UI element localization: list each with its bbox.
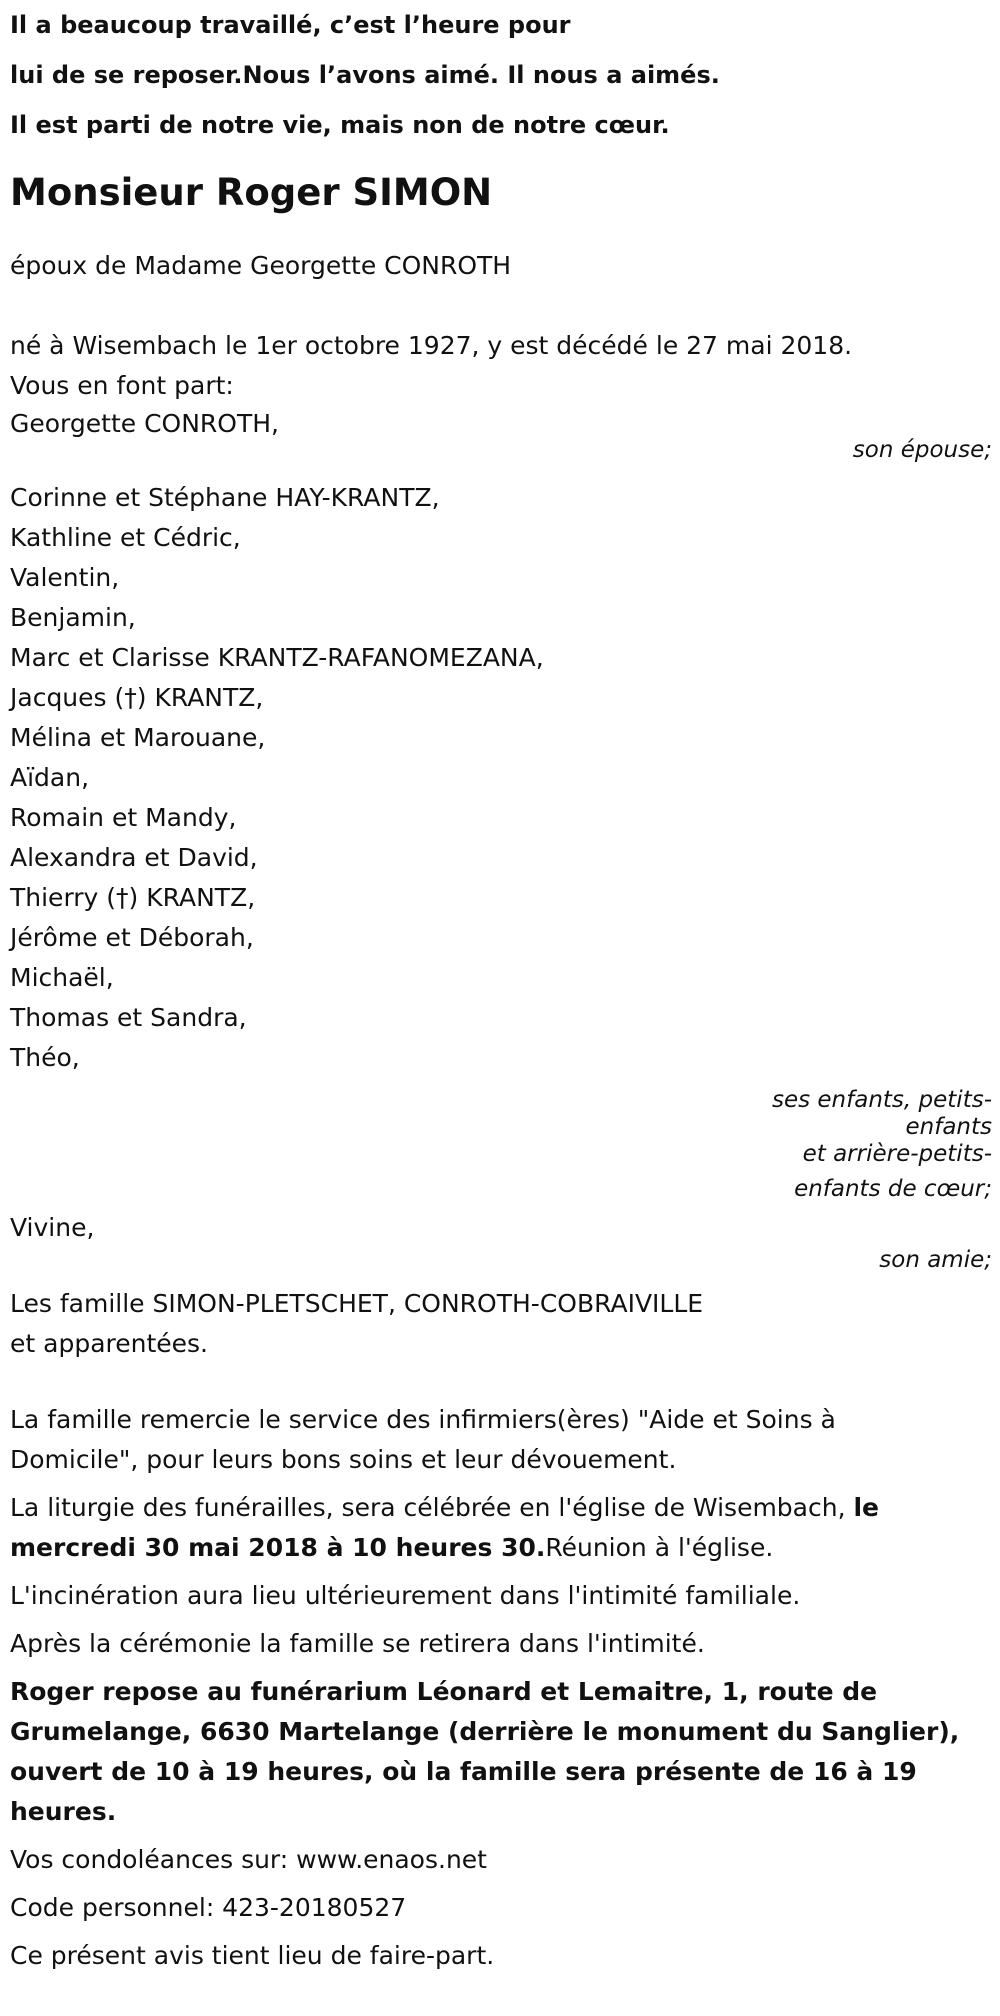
children-role-line: ses enfants, petits- xyxy=(771,1087,992,1113)
incineration-line: L'incinération aura lieu ultérieurement dans l'intimité familiale. xyxy=(10,1581,801,1610)
notice-line: Ce présent avis tient lieu de faire-part. xyxy=(10,1941,495,1970)
families-line: Les famille SIMON-PLETSCHET, CONROTH-COBRAIVILLE xyxy=(10,1289,704,1318)
deceased-name: Monsieur Roger SIMON xyxy=(10,171,493,214)
list-item: Jérôme et Déborah, xyxy=(10,923,254,952)
list-item: Thierry (†) KRANTZ, xyxy=(10,883,256,912)
list-item: Aïdan, xyxy=(10,763,90,792)
list-item: Michaël, xyxy=(10,963,114,992)
children-role-line: enfants de cœur; xyxy=(794,1176,992,1202)
families-line: et apparentées. xyxy=(10,1329,208,1358)
obituary-notice xyxy=(10,0,994,1976)
families-block xyxy=(10,1284,994,1364)
spouse-line: époux de Madame Georgette CONROTH xyxy=(10,251,512,280)
list-item: Théo, xyxy=(10,1043,80,1072)
list-item: Alexandra et David, xyxy=(10,843,258,872)
list-item: Thomas et Sandra, xyxy=(10,1003,247,1032)
liturgy-end: Réunion à l'église. xyxy=(545,1533,774,1562)
funerarium-paragraph: Roger repose au funérarium Léonard et Lemaitre, 1, route de Grumelange, 6630 Martelange (derrière le monument du Sanglier), ouvert de 10 à 19 heures, où la famille sera présente de 16 à 19 heures. xyxy=(10,1677,960,1826)
spouse-role: son épouse; xyxy=(852,437,992,463)
list-item: Marc et Clarisse KRANTZ-RAFANOMEZANA, xyxy=(10,643,544,672)
condolences-line: Vos condoléances sur: www.enaos.net xyxy=(10,1845,487,1874)
announce-line: Vous en font part: xyxy=(10,371,234,400)
list-item: Valentin, xyxy=(10,563,120,592)
list-item: Jacques (†) KRANTZ, xyxy=(10,683,264,712)
birth-death-line: né à Wisembach le 1er octobre 1927, y est décédé le 27 mai 2018. xyxy=(10,331,853,360)
spouse-name: Georgette CONROTH, xyxy=(10,409,279,438)
liturgy-start: La liturgie des funérailles, sera célébrée en l'église de Wisembach, xyxy=(10,1493,854,1522)
children-list xyxy=(10,478,994,1078)
children-role-line: enfants xyxy=(905,1114,992,1140)
children-role-line: et arrière-petits- xyxy=(802,1141,992,1167)
list-item: Kathline et Cédric, xyxy=(10,523,241,552)
list-item: Romain et Mandy, xyxy=(10,803,237,832)
friend-name: Vivine, xyxy=(10,1213,95,1242)
list-item: Mélina et Marouane, xyxy=(10,723,266,752)
children-role xyxy=(10,1084,994,1208)
quote-line: Il a beaucoup travaillé, c’est l’heure pour xyxy=(10,11,571,39)
list-item: Corinne et Stéphane HAY-KRANTZ, xyxy=(10,483,440,512)
liturgy-date: le mercredi 30 mai 2018 à 10 heures 30. xyxy=(10,1493,880,1562)
quote-block xyxy=(10,0,994,150)
ceremony-line: Après la cérémonie la famille se retirera dans l'intimité. xyxy=(10,1629,705,1658)
list-item: Benjamin, xyxy=(10,603,136,632)
liturgy-paragraph xyxy=(10,1488,970,1568)
quote-line: lui de se reposer.Nous l’avons aimé. Il nous a aimés. xyxy=(10,61,720,89)
thanks-paragraph: La famille remercie le service des infirmiers(ères) "Aide et Soins à Domicile", pour leurs bons soins et leur dévouement. xyxy=(10,1405,836,1474)
quote-line: Il est parti de notre vie, mais non de notre cœur. xyxy=(10,111,670,139)
friend-role: son amie; xyxy=(879,1247,992,1273)
personal-code-line: Code personnel: 423-20180527 xyxy=(10,1893,407,1922)
